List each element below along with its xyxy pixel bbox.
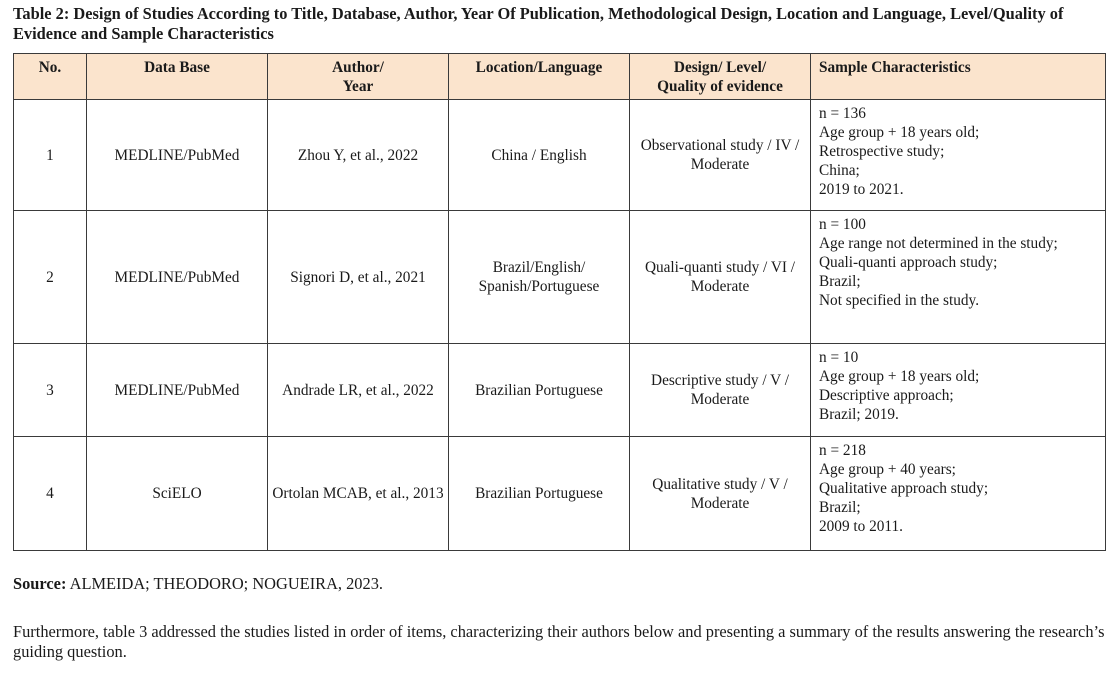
header-design-line2: Quality of evidence — [657, 78, 783, 95]
sample-line: Qualitative approach study; — [819, 480, 989, 497]
sample-line: Not specified in the study. — [819, 292, 980, 309]
sample-line: Brazil; — [819, 273, 861, 290]
source-text: ALMEIDA; THEODORO; NOGUEIRA, 2023. — [66, 574, 383, 593]
source-label: Source: — [13, 574, 67, 593]
cell-author: Ortolan MCAB, et al., 2013 — [268, 437, 449, 551]
cell-location: Brazilian Portuguese — [449, 344, 630, 437]
sample-line: Brazil; — [819, 499, 861, 516]
header-author-line2: Year — [342, 78, 374, 95]
sample-line: Age group + 18 years old; — [819, 124, 980, 141]
cell-design: Descriptive study / V / Moderate — [630, 344, 811, 437]
cell-sample — [811, 344, 1106, 437]
cell-database: MEDLINE/PubMed — [87, 211, 268, 344]
cell-location: China / English — [449, 100, 630, 211]
header-database: Data Base — [87, 54, 268, 100]
sample-line: Age group + 18 years old; — [819, 368, 980, 385]
header-author-line1: Author/ — [332, 59, 384, 76]
table-row — [14, 100, 1106, 211]
cell-no: 1 — [14, 100, 87, 211]
header-row — [14, 54, 1106, 100]
table-row — [14, 437, 1106, 551]
sample-line: Brazil; 2019. — [819, 406, 899, 423]
sample-line: China; — [819, 162, 860, 179]
cell-no: 2 — [14, 211, 87, 344]
table-row — [14, 344, 1106, 437]
sample-line: n = 218 — [819, 442, 866, 459]
cell-sample — [811, 437, 1106, 551]
cell-database: MEDLINE/PubMed — [87, 100, 268, 211]
cell-database: MEDLINE/PubMed — [87, 344, 268, 437]
cell-design: Observational study / IV / Moderate — [630, 100, 811, 211]
sample-line: n = 100 — [819, 216, 866, 233]
sample-line: Age group + 40 years; — [819, 461, 956, 478]
cell-database: SciELO — [87, 437, 268, 551]
cell-location: Brazilian Portuguese — [449, 437, 630, 551]
cell-design: Quali-quanti study / VI / Moderate — [630, 211, 811, 344]
body-paragraph: Furthermore, table 3 addressed the studies listed in order of items, characterizing their authors below and presenting a summary of the results answering the research’s guiding question. — [13, 622, 1105, 661]
source-note — [13, 574, 383, 594]
sample-line: Descriptive approach; — [819, 387, 954, 404]
cell-author: Zhou Y, et al., 2022 — [268, 100, 449, 211]
header-design — [630, 54, 811, 100]
cell-sample — [811, 100, 1106, 211]
sample-line: Quali-quanti approach study; — [819, 254, 998, 271]
cell-author: Signori D, et al., 2021 — [268, 211, 449, 344]
header-sample: Sample Characteristics — [811, 54, 1106, 100]
sample-line: 2009 to 2011. — [819, 518, 903, 535]
cell-design: Qualitative study / V / Moderate — [630, 437, 811, 551]
cell-no: 3 — [14, 344, 87, 437]
table-caption: Table 2: Design of Studies According to Title, Database, Author, Year Of Publication, Methodological Design, Location and Language, Level/Quality of Evidence and Sample Characteristics — [13, 4, 1064, 43]
header-location: Location/Language — [449, 54, 630, 100]
sample-line: n = 136 — [819, 105, 866, 122]
header-design-line1: Design/ Level/ — [673, 59, 767, 76]
sample-line: Age range not determined in the study; — [819, 235, 1058, 252]
cell-no: 4 — [14, 437, 87, 551]
studies-table — [13, 53, 1106, 551]
cell-author: Andrade LR, et al., 2022 — [268, 344, 449, 437]
header-no: No. — [14, 54, 87, 100]
cell-location: Brazil/English/ Spanish/Portuguese — [449, 211, 630, 344]
sample-line: n = 10 — [819, 349, 859, 366]
cell-sample — [811, 211, 1106, 344]
sample-line: Retrospective study; — [819, 143, 945, 160]
header-author-year — [268, 54, 449, 100]
table-row — [14, 211, 1106, 344]
sample-line: 2019 to 2021. — [819, 181, 904, 198]
